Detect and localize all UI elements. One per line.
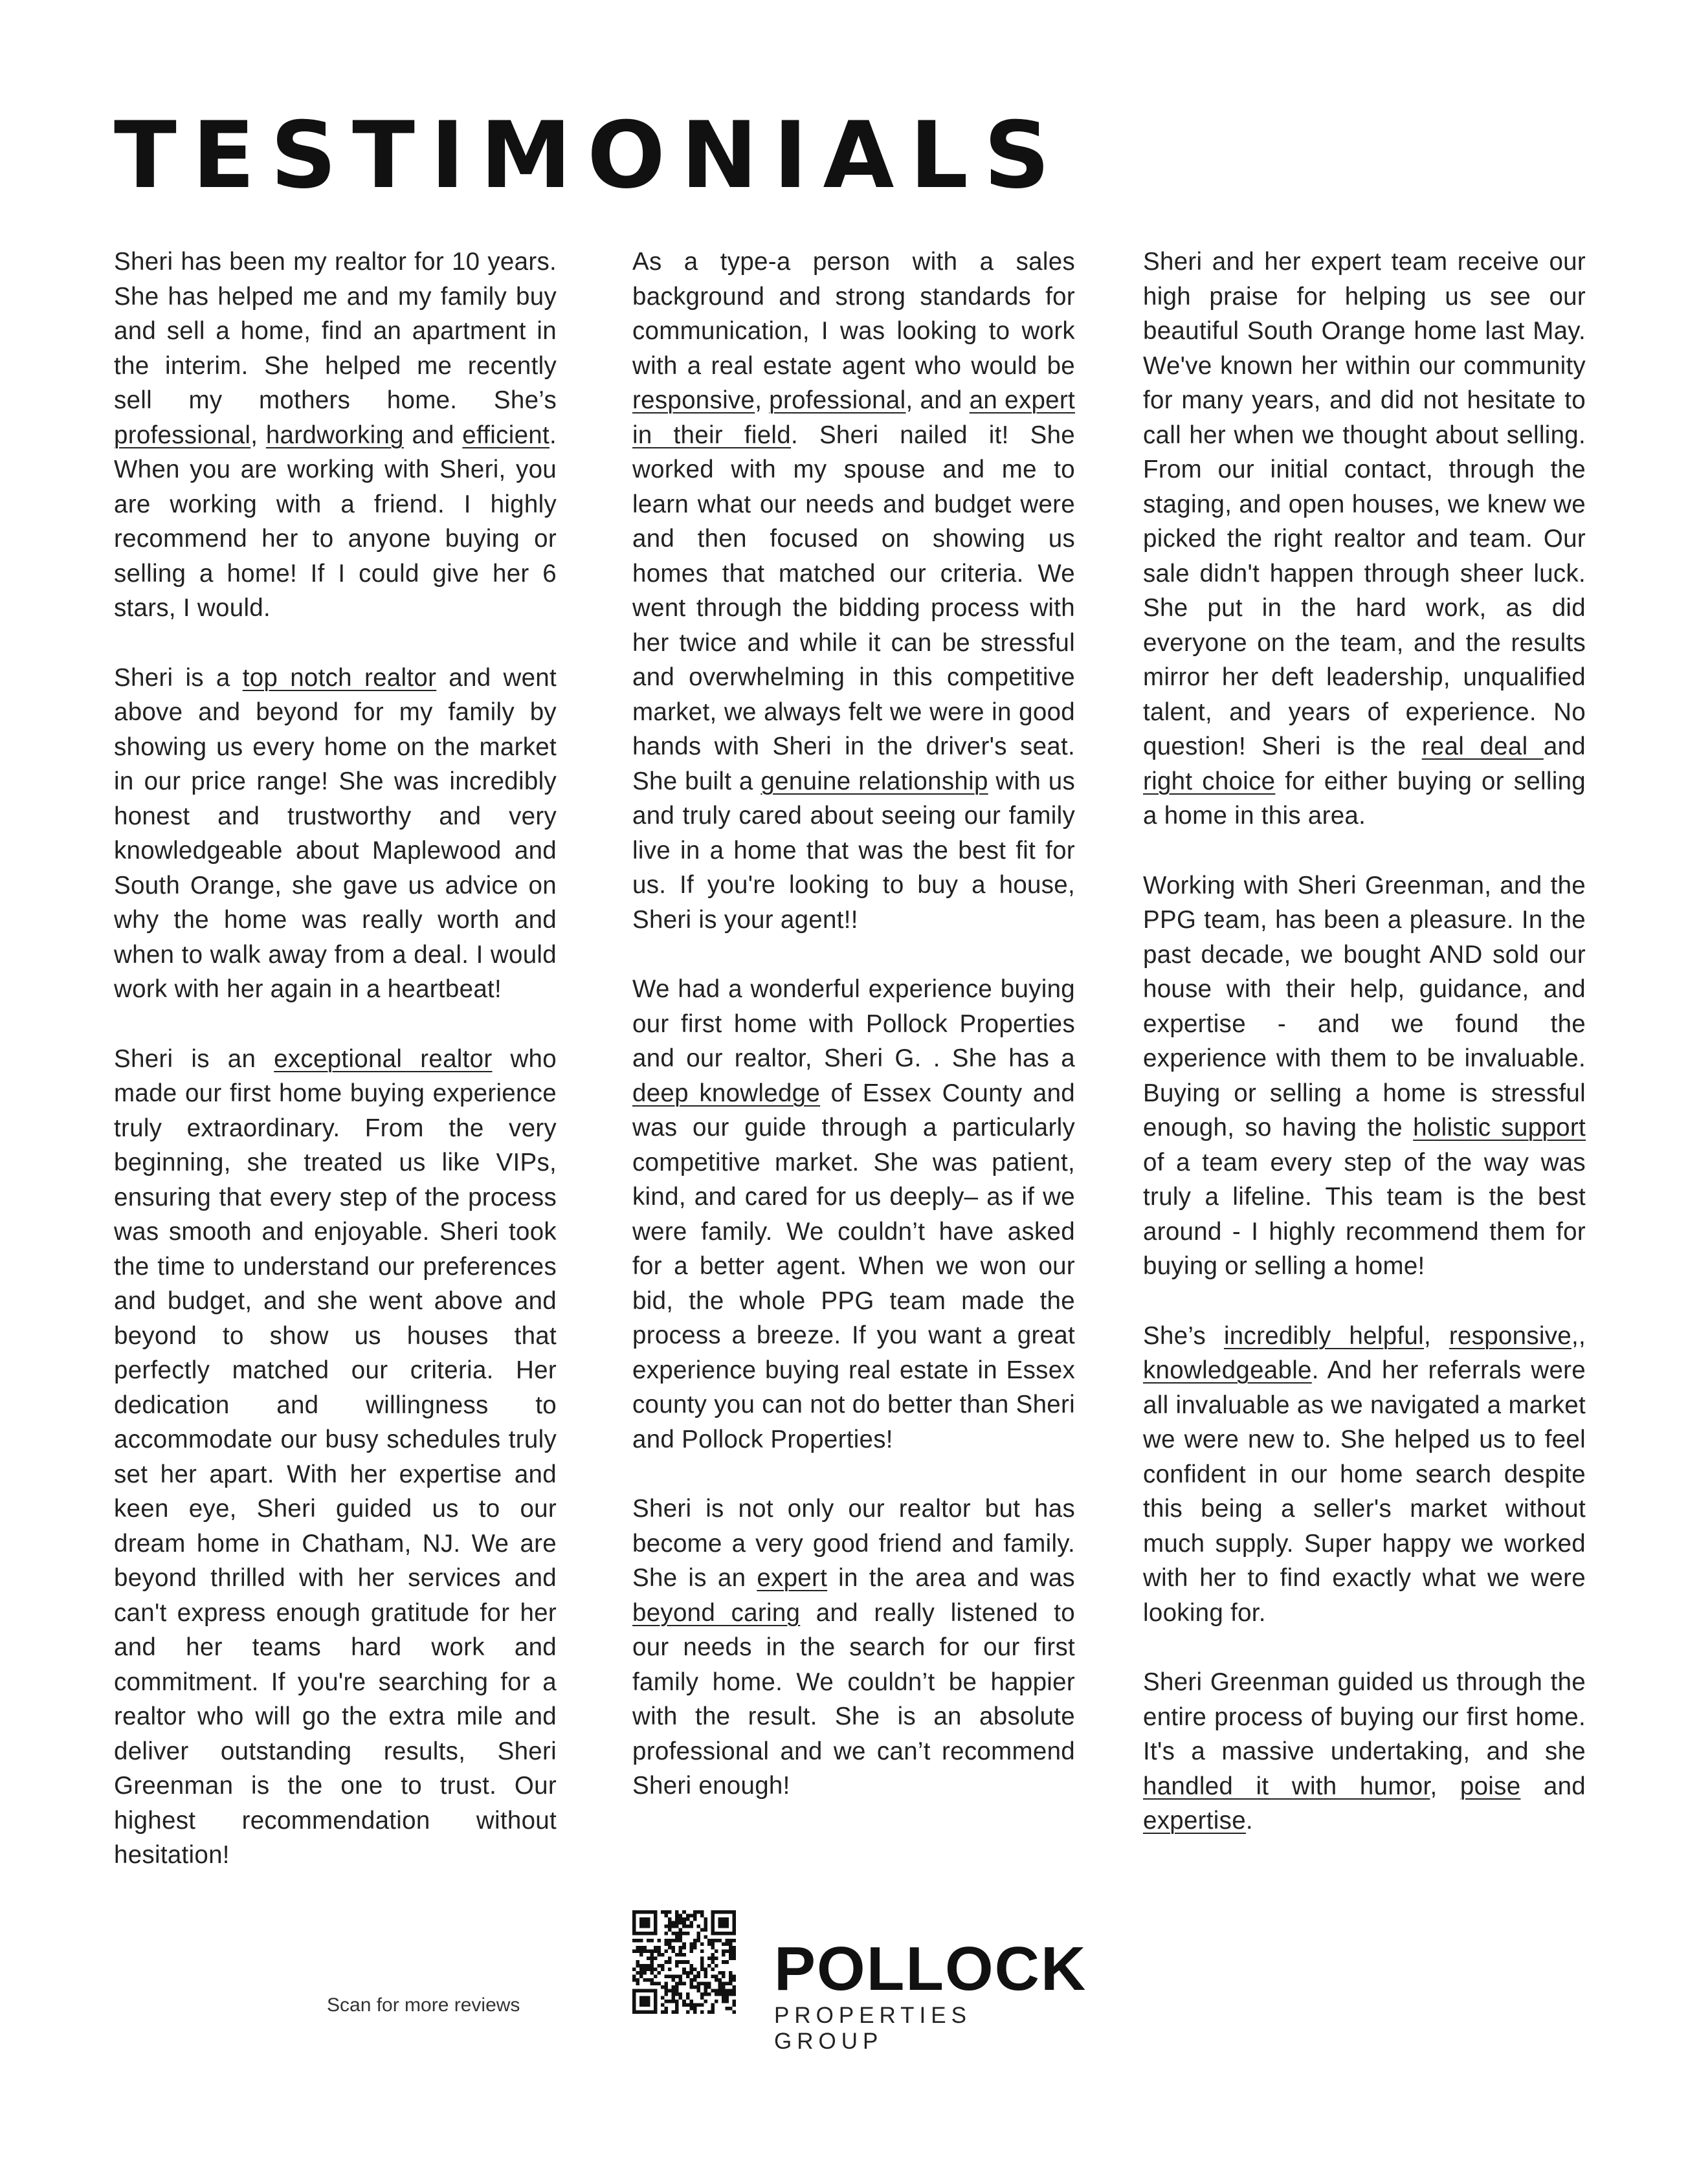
testimonial: Sheri Greenman guided us through the entire process of buying our first home. It's a massive undertaking, and she handled it with humor, poise and expertise. <box>1143 1668 1586 1835</box>
highlighted-phrase: holistic support <box>1413 1114 1586 1142</box>
highlighted-phrase: efficient <box>462 421 550 449</box>
highlighted-phrase: responsive <box>1449 1321 1571 1350</box>
testimonial: Sheri and her expert team receive our high praise for helping us see our beautiful South Orange home last May. We've known her within our community for many years, and did not hesitate to call her when we thought about selling. From our initial contact, through the staging, and open houses, we knew we picked the right realtor and team. Our sale didn't happen through sheer luck. She put in the hard work, as did everyone on the team, and the results mirror her deft leadership, unqualified talent, and years of experience. No question! Sheri is the real deal and right choice for either buying or selling a home in this area. <box>1143 248 1586 830</box>
testimonial: Working with Sheri Greenman, and the PPG team, has been a pleasure. In the past decade, we bought AND sold our house with their help, guidance, and expertise - and we found the experience with them to be invaluable. Buying or selling a home is stressful enough, so having the holistic support of a team every step of the way was truly a lifeline. This team is the best around - I highly recommend them for buying or selling a home! <box>1143 871 1586 1280</box>
logo-main-text: POLLOCK <box>774 1934 1087 2003</box>
testimonial: Sheri is an exceptional realtor who made our first home buying experience truly extraordinary. From the very beginning, she treated us like VIPs, ensuring that every step of the process was smooth and enjoyable. Sheri took the time to understand our preferences and budget, and she went above and beyond to show us houses that perfectly matched our criteria. Her dedication and willingness to accommodate our busy schedules truly set her apart. With her expertise and keen eye, Sheri guided us to our dream home in Chatham, NJ. We are beyond thrilled with her services and can't express enough gratitude for her and her teams hard work and commitment. If you're searching for a realtor who will go the extra mile and deliver outstanding results, Sheri Greenman is the one to trust. Our highest recommendation without hesitation! <box>114 1044 557 1869</box>
pollock-logo <box>774 1934 1087 2055</box>
qr-code-icon[interactable] <box>632 1910 736 2014</box>
column-2 <box>632 245 1075 1838</box>
highlighted-phrase: expertise <box>1143 1807 1246 1835</box>
highlighted-phrase: real deal <box>1421 733 1544 760</box>
column-3 <box>1143 245 1586 1873</box>
highlighted-phrase: incredibly helpful <box>1223 1321 1424 1350</box>
testimonial: Sheri has been my realtor for 10 years. She has helped me and my family buy and sell a home, find an apartment in the interim. She helped me recently sell my mothers home. She’s professional, hardworking and efficient. When you are working with Sheri, you are working with a friend. I highly recommend her to anyone buying or selling a home! If I could give her 6 stars, I would. <box>114 248 557 622</box>
highlighted-phrase: exceptional realtor <box>274 1044 493 1073</box>
highlighted-phrase: top notch realtor <box>242 663 437 692</box>
logo-sub-text: PROPERTIES GROUP <box>774 2003 972 2054</box>
highlighted-phrase: genuine relationship <box>761 767 988 795</box>
scan-caption: Scan for more reviews <box>327 1994 520 2016</box>
highlighted-phrase: handled it with humor <box>1143 1772 1430 1800</box>
column-1 <box>114 245 557 1908</box>
highlighted-phrase: deep knowledge <box>632 1079 821 1107</box>
highlighted-phrase: professional <box>769 386 906 414</box>
highlighted-phrase: right choice <box>1143 767 1276 795</box>
highlighted-phrase: hardworking <box>265 421 404 449</box>
highlighted-phrase: responsive <box>632 386 755 414</box>
highlighted-phrase: professional <box>114 421 251 449</box>
testimonial: Sheri is not only our realtor but has become a very good friend and family. She is an expert in the area and was beyond caring and really listened to our needs in the search for our first family home. We couldn’t be happier with the result. She is an absolute professional and we can’t recommend Sheri enough! <box>632 1495 1075 1800</box>
testimonial: Sheri is a top notch realtor and went above and beyond for my family by showing us every home on the market in our price range! She was incredibly honest and trustworthy and very knowledgeable about Maplewood and South Orange, she gave us advice on why the home was really worth and when to walk away from a deal. I would work with her again in a heartbeat! <box>114 663 557 1003</box>
page-title: TESTIMONIALS <box>114 102 1066 209</box>
testimonial: As a type-a person with a sales background and strong standards for communication, I was looking to work with a real estate agent who would be responsive, professional, and an expert in their field. Sheri nailed it! She worked with my spouse and me to learn what our needs and budget were and then focused on showing us homes that matched our criteria. We went through the bidding process with her twice and while it can be stressful and overwhelming in this competitive market, we always felt we were in good hands with Sheri in the driver's seat. She built a genuine relationship with us and truly cared about seeing our family live in a home that was the best fit for us. If you're looking to buy a house, Sheri is your agent!! <box>632 248 1075 934</box>
testimonial: We had a wonderful experience buying our first home with Pollock Properties and our realtor, Sheri G. . She has a deep knowledge of Essex County and was our guide through a particularly competitive market. She was patient, kind, and cared for us deeply– as if we were family. We couldn’t have asked for a better agent. When we won our bid, the whole PPG team made the process a breeze. If you want a great experience buying real estate in Essex county you can not do better than Sheri and Pollock Properties! <box>632 975 1075 1453</box>
highlighted-phrase: poise <box>1460 1772 1521 1800</box>
highlighted-phrase: beyond caring <box>632 1598 801 1627</box>
testimonial: She’s incredibly helpful, responsive,, knowledgeable. And her referrals were all invaluable as we navigated a market we were new to. She helped us to feel confident in our home search despite this being a seller's market without much supply. Super happy we worked with her to find exactly what we were looking for. <box>1143 1321 1586 1627</box>
highlighted-phrase: knowledgeable <box>1143 1356 1312 1384</box>
highlighted-phrase: an expert in their field <box>632 386 1075 449</box>
highlighted-phrase: expert <box>757 1564 828 1592</box>
